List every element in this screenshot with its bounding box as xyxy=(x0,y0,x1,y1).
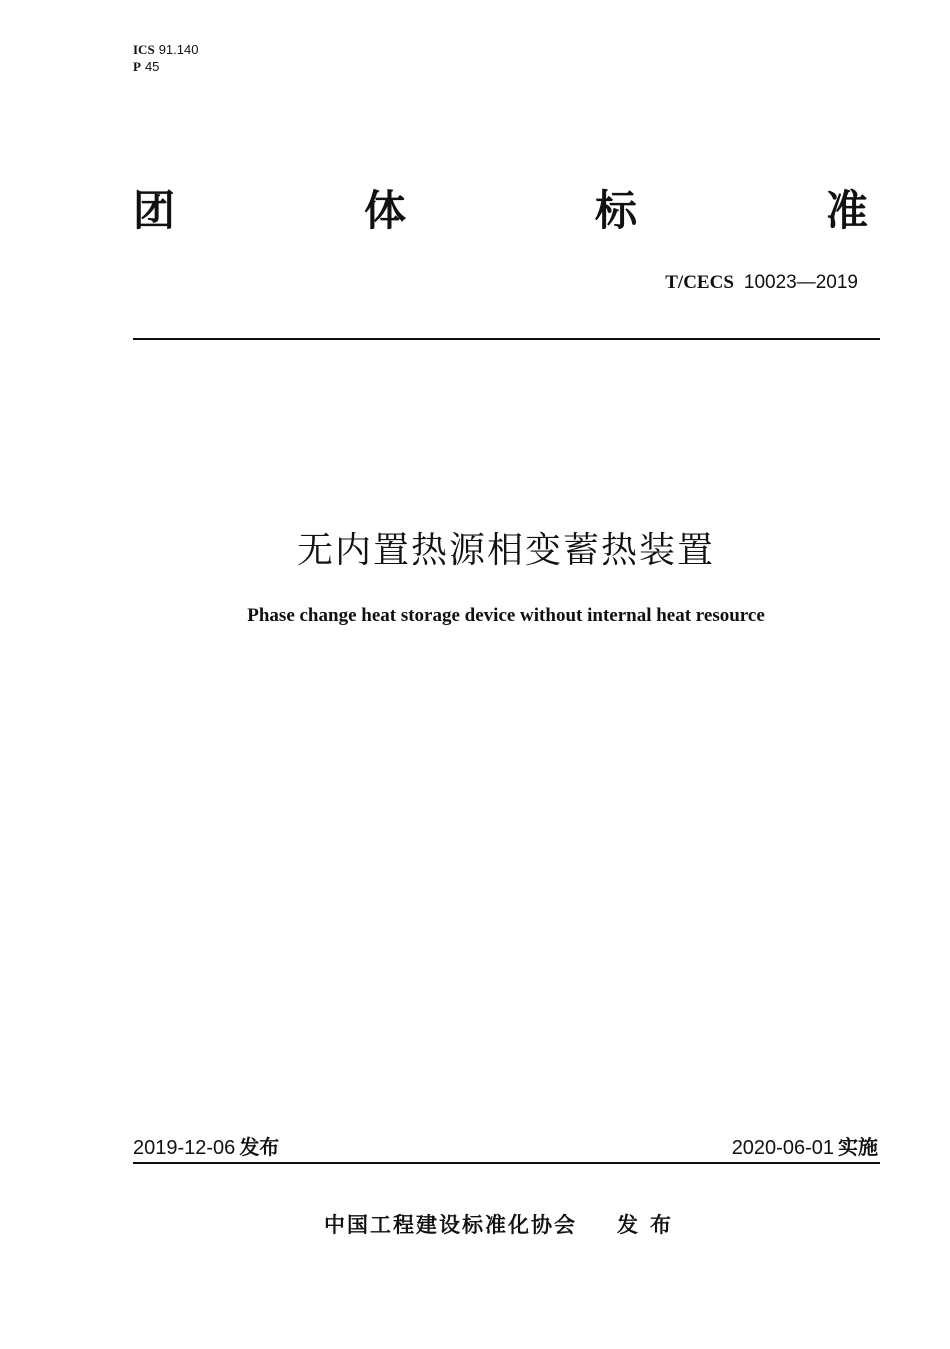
ics-code: 91.140 xyxy=(158,42,199,57)
publisher-line xyxy=(324,1209,683,1239)
publisher-name: 中国工程建设标准化协会 xyxy=(324,1213,577,1237)
publisher-action: 发布 xyxy=(617,1213,683,1237)
header-divider xyxy=(133,338,880,340)
standard-type-char: 准 xyxy=(825,186,868,235)
p-classification xyxy=(133,59,159,75)
standard-type-char: 体 xyxy=(363,186,406,235)
footer-divider xyxy=(133,1162,880,1164)
title-english: Phase change heat storage device without internal heat resource xyxy=(247,605,765,626)
standard-number-prefix: T/CECS xyxy=(665,272,734,293)
p-code: 45 xyxy=(144,59,160,74)
ics-classification xyxy=(133,42,198,58)
implementation-label: 实施 xyxy=(838,1135,878,1159)
issue-label: 发布 xyxy=(239,1135,280,1159)
standard-number-code: 10023—2019 xyxy=(743,272,858,293)
standard-type-heading xyxy=(133,182,868,234)
issue-date-line xyxy=(133,1131,279,1160)
issue-date: 2019-12-06 xyxy=(133,1137,236,1159)
implementation-date: 2020-06-01 xyxy=(731,1137,834,1159)
standard-type-char: 团 xyxy=(133,186,176,235)
title-chinese: 无内置热源相变蓄热装置 xyxy=(296,530,715,571)
standard-number xyxy=(665,271,858,294)
p-label: P xyxy=(133,59,141,74)
standard-type-char: 标 xyxy=(594,186,637,235)
implementation-date-line xyxy=(732,1131,878,1160)
ics-label: ICS xyxy=(133,42,155,57)
